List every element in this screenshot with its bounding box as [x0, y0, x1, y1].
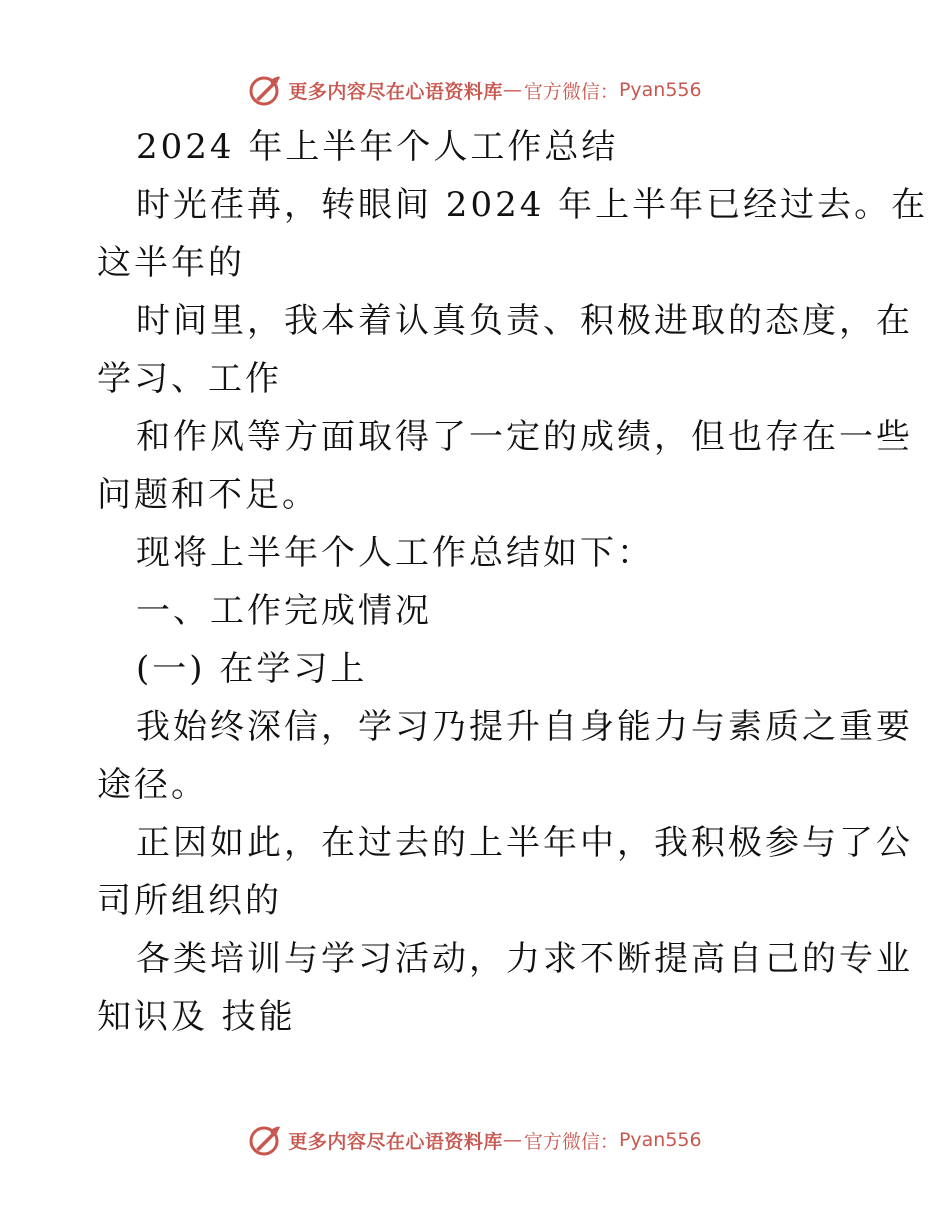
- paragraph-line: 我始终深信，学习乃提升自身能力与素质之重要: [136, 707, 913, 747]
- paragraph-line: 时光荏苒，转眼间 2024 年上半年已经过去。在: [136, 185, 929, 225]
- banner-wechat-id: Pyan556: [618, 1129, 702, 1151]
- subsection-heading: (一) 在学习上: [136, 649, 368, 689]
- quill-logo-icon: [248, 73, 282, 107]
- paragraph-line: 司所组织的: [97, 881, 282, 921]
- paragraph-line: 问题和不足。: [97, 475, 319, 515]
- paragraph-line: 途径。: [97, 765, 208, 805]
- header-watermark-banner: [0, 70, 950, 110]
- paragraph-line: 和作风等方面取得了一定的成绩，但也存在一些: [136, 417, 913, 457]
- banner-wechat-label: 官方微信：: [523, 1130, 619, 1153]
- paragraph-line: 正因如此，在过去的上半年中，我积极参与了公: [136, 823, 913, 863]
- paragraph-line: 学习、工作: [97, 359, 282, 399]
- footer-watermark-banner: [0, 1120, 950, 1160]
- banner-wechat-id: Pyan556: [618, 79, 702, 101]
- paragraph-line: 现将上半年个人工作总结如下：: [136, 533, 654, 573]
- banner-main-text: 更多内容尽在心语资料库: [288, 1130, 503, 1153]
- paragraph-line: 知识及 技能: [97, 997, 296, 1037]
- paragraph-line: 时间里，我本着认真负责、积极进取的态度，在: [136, 301, 913, 341]
- banner-separator: —: [502, 79, 522, 101]
- quill-logo-icon: [248, 1123, 282, 1157]
- banner-main-text: 更多内容尽在心语资料库: [288, 80, 503, 103]
- document-title: 2024 年上半年个人工作总结: [136, 127, 619, 167]
- banner-wechat-label: 官方微信：: [523, 80, 619, 103]
- section-heading: 一、工作完成情况: [136, 591, 432, 631]
- banner-separator: —: [502, 1129, 522, 1151]
- paragraph-line: 各类培训与学习活动，力求不断提高自己的专业: [136, 939, 913, 979]
- paragraph-line: 这半年的: [97, 243, 245, 283]
